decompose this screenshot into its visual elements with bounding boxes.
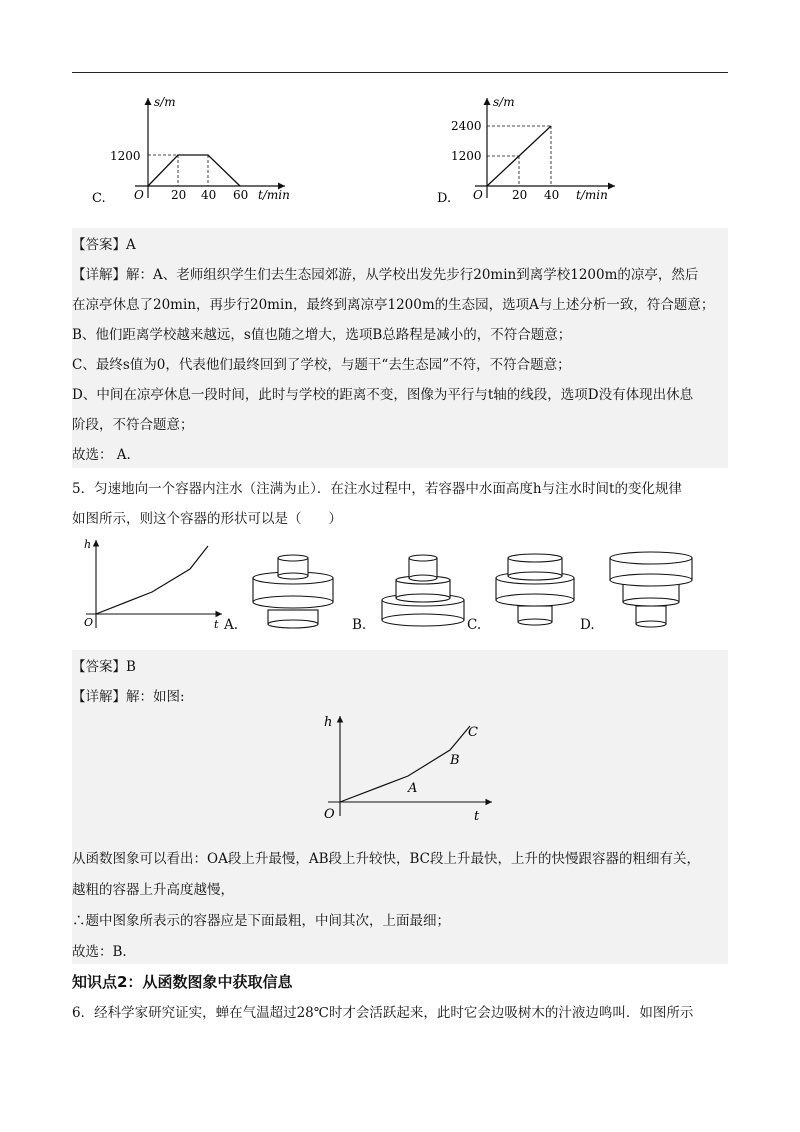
question-line: 6．经科学家研究证实，蝉在气温超过28℃时才会活跃起来，此时它会边吸树木的汁液边鸣叫．如图所示	[72, 1005, 694, 1021]
container-b	[378, 548, 468, 632]
tick-y-2400: 2400	[451, 119, 482, 133]
option-b-label: B.	[352, 617, 367, 633]
detail-line: 故选：B.	[72, 944, 127, 960]
option-d-label: D.	[580, 617, 595, 633]
tick-x-20: 20	[512, 188, 528, 202]
container-d	[606, 548, 696, 632]
height-curve	[96, 546, 208, 614]
answer-line: 【答案】A	[72, 237, 136, 253]
detail-line: B、他们距离学校越来越远，s值也随之增大，选项B总路程是减小的，不符合题意；	[72, 327, 572, 343]
detail-line: 从函数图象可以看出：OA段上升最慢，AB段上升较快，BC段上升最快，上升的快慢跟容器的粗细有关，	[72, 851, 700, 867]
q5-graph	[72, 536, 232, 636]
origin-label: O	[473, 188, 483, 202]
detail-line: C、最终s值为0，代表他们最终回到了学校，与题干“去生态园”不符，不符合题意；	[72, 357, 571, 373]
origin-label: O	[324, 807, 335, 822]
detail-line: ∴题中图象所表示的容器应是下面最粗，中间其次，上面最细；	[72, 913, 450, 929]
graph-d	[435, 88, 645, 210]
s-axis-label: s/m	[493, 95, 515, 109]
option-c-label: C.	[92, 191, 106, 206]
t-axis-label: t/min	[258, 188, 290, 202]
detail-line: 在凉亭休息了20min，再步行20min，最终到离凉亭1200m的生态园，选项A与上述分析一致，符合题意；	[72, 297, 715, 313]
tick-x-60: 60	[233, 188, 249, 202]
container-c	[490, 548, 580, 632]
tick-y-1200: 1200	[451, 149, 482, 163]
option-a-label: A.	[224, 617, 239, 633]
tick-x-40: 40	[544, 188, 560, 202]
h-label: h	[324, 715, 333, 730]
origin-label: O	[134, 188, 144, 202]
distance-line	[148, 155, 240, 186]
detail-line: 阶段，不符合题意；	[72, 417, 194, 433]
graph-c	[90, 88, 300, 210]
point-b-label: B	[450, 753, 460, 768]
detail-line: 【详解】解：A、老师组织学生们去生态园郊游，从学校出发先步行20min到离学校1200m的凉亭，然后	[72, 267, 699, 283]
header-rule	[72, 72, 728, 73]
option-d-label: D.	[437, 191, 452, 206]
answer-line: 【答案】B	[72, 659, 136, 675]
question-line: 5．匀速地向一个容器内注水（注满为止）．在注水过程中，若容器中水面高度h与注水时间t的变化规律	[72, 481, 682, 497]
tick-x-40: 40	[201, 188, 217, 202]
tick-y-1200: 1200	[110, 149, 141, 163]
section-title: 知识点2：从函数图象中获取信息	[72, 973, 293, 991]
container-a	[248, 548, 338, 632]
h-label: h	[84, 538, 92, 551]
detail-line: 故选： A.	[72, 447, 131, 463]
point-a-label: A	[408, 781, 418, 796]
tick-x-20: 20	[171, 188, 187, 202]
detail-line: 越粗的容器上升高度越慢，	[72, 882, 234, 898]
point-c-label: C	[468, 725, 478, 740]
origin-label: O	[84, 616, 94, 629]
t-label: t	[214, 618, 219, 631]
detail-line: D、中间在凉亭休息一段时间，此时与学校的距离不变，图像为平行与t轴的线段，选项D没有体现出休息	[72, 387, 694, 403]
s-axis-label: s/m	[154, 95, 176, 109]
option-c-label: C.	[467, 617, 482, 633]
t-axis-label: t/min	[576, 188, 608, 202]
detail-line: 【详解】解：如图:	[72, 689, 185, 705]
answer-graph	[310, 712, 500, 824]
question-line: 如图所示，则这个容器的形状可以是（ ）	[72, 511, 342, 527]
t-label: t	[474, 809, 480, 824]
